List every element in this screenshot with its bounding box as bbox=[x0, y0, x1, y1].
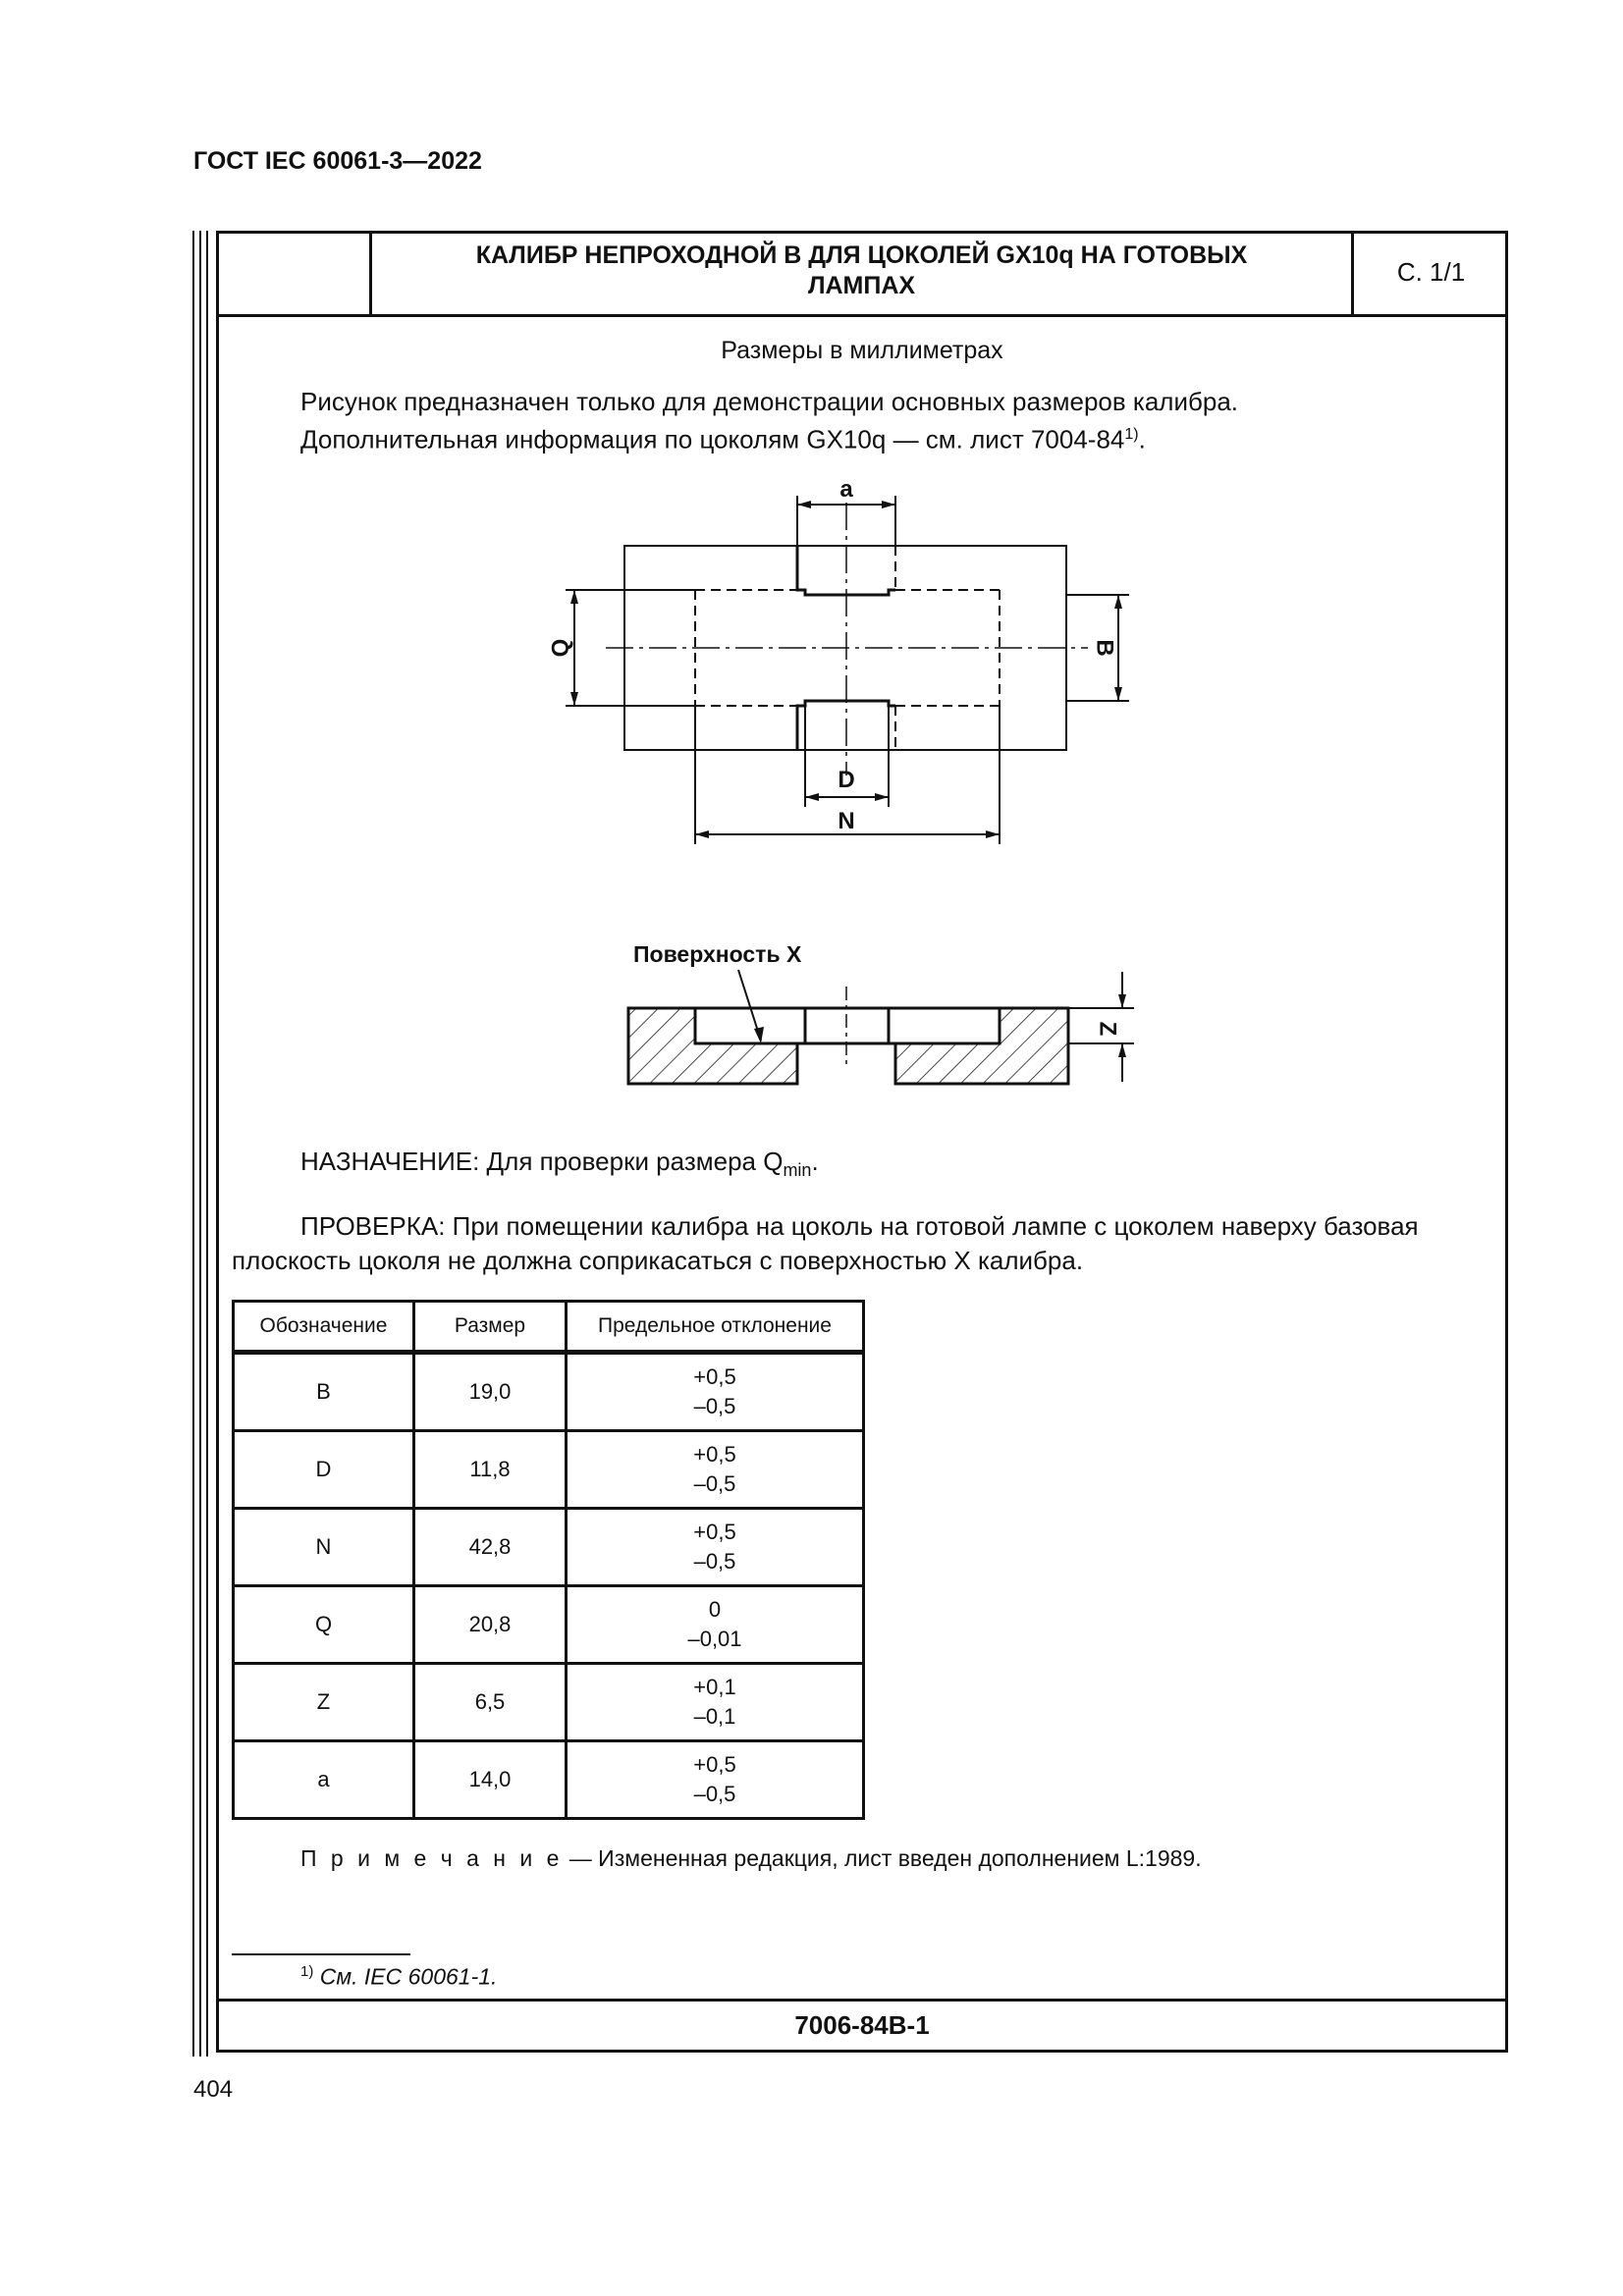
label-surface-x: Поверхность X bbox=[633, 941, 802, 967]
symbol-cell: D bbox=[234, 1431, 414, 1509]
table-header-cell: Предельное отклонение bbox=[567, 1302, 864, 1353]
tolerance-upper: +0,5 bbox=[693, 1752, 736, 1777]
section-hatch-right bbox=[895, 1008, 1068, 1084]
center-lines bbox=[606, 503, 1088, 775]
tolerance-cell bbox=[567, 1741, 864, 1819]
purpose-period: . bbox=[811, 1147, 819, 1176]
table-header-cell: Размер bbox=[414, 1302, 567, 1353]
note bbox=[300, 1845, 1202, 1872]
section-view bbox=[628, 970, 1134, 1084]
label-d: D bbox=[838, 767, 855, 793]
intro-period: . bbox=[1138, 424, 1146, 454]
tolerance-cell bbox=[567, 1664, 864, 1741]
note-label: П р и м е ч а н и е bbox=[300, 1845, 564, 1871]
table-row bbox=[234, 1509, 864, 1586]
footnote bbox=[300, 1963, 497, 1991]
tolerance-lower: –0,5 bbox=[693, 1549, 736, 1574]
tolerance-lower: –0,01 bbox=[687, 1627, 742, 1651]
footnote-divider bbox=[232, 1953, 410, 1955]
table-header-cell: Обозначение bbox=[234, 1302, 414, 1353]
size-cell: 14,0 bbox=[414, 1741, 567, 1819]
purpose-statement bbox=[300, 1147, 819, 1181]
label-b: B bbox=[1091, 639, 1118, 657]
footnote-reference: 1) bbox=[1124, 426, 1139, 443]
units-caption: Размеры в миллиметрах bbox=[721, 337, 1003, 364]
size-cell: 11,8 bbox=[414, 1431, 567, 1509]
tolerance-lower: –0,1 bbox=[693, 1704, 736, 1729]
tolerance-upper: +0,5 bbox=[693, 1442, 736, 1467]
label-a: a bbox=[839, 476, 853, 503]
label-q: Q bbox=[547, 638, 574, 658]
check-paragraph bbox=[232, 1209, 1498, 1278]
table-row bbox=[234, 1431, 864, 1509]
tolerance-lower: –0,5 bbox=[693, 1394, 736, 1418]
tolerance-cell bbox=[567, 1353, 864, 1431]
page-number: 404 bbox=[193, 2076, 234, 2103]
tolerance-lower: –0,5 bbox=[693, 1471, 736, 1496]
table-row bbox=[234, 1586, 864, 1664]
dimensions-table bbox=[232, 1300, 865, 1820]
tolerance-lower: –0,5 bbox=[693, 1782, 736, 1806]
tolerance-upper: +0,5 bbox=[693, 1364, 736, 1389]
tolerance-cell bbox=[567, 1431, 864, 1509]
page-reference: С. 1/1 bbox=[1396, 257, 1466, 287]
symbol-cell: N bbox=[234, 1509, 414, 1586]
document-id: ГОСТ IEC 60061-3—2022 bbox=[193, 147, 482, 175]
tolerance-cell bbox=[567, 1509, 864, 1586]
sheet-number: 7006-84B-1 bbox=[794, 2010, 930, 2040]
tolerance-cell bbox=[567, 1586, 864, 1664]
table-row bbox=[234, 1353, 864, 1431]
symbol-cell: Z bbox=[234, 1664, 414, 1741]
section-hatch-left bbox=[628, 1008, 797, 1084]
note-text: — Измененная редакция, лист введен дополнением L:1989. bbox=[563, 1845, 1202, 1871]
label-z: Z bbox=[1094, 1021, 1121, 1037]
size-cell: 42,8 bbox=[414, 1509, 567, 1586]
check-line: плоскость цоколя не должна соприкасаться с поверхностью X калибра. bbox=[232, 1246, 1084, 1275]
size-cell: 20,8 bbox=[414, 1586, 567, 1664]
tolerance-upper: 0 bbox=[708, 1597, 722, 1622]
sheet-title-line: ЛАМПАХ bbox=[807, 272, 916, 299]
symbol-cell: B bbox=[234, 1353, 414, 1431]
symbol-cell: a bbox=[234, 1741, 414, 1819]
sheet-title-line: КАЛИБР НЕПРОХОДНОЙ В ДЛЯ ЦОКОЛЕЙ GX10q НА ГОТОВЫХ bbox=[475, 241, 1248, 269]
size-cell: 19,0 bbox=[414, 1353, 567, 1431]
purpose-text: НАЗНАЧЕНИЕ: Для проверки размера Q bbox=[300, 1147, 784, 1176]
intro-text: Дополнительная информация по цоколям GX10q — см. лист 7004-84 bbox=[300, 424, 1125, 454]
size-cell: 6,5 bbox=[414, 1664, 567, 1741]
check-line: ПРОВЕРКА: При помещении калибра на цоколь на готовой лампе с цоколем наверху базовая bbox=[300, 1211, 1419, 1241]
table-row bbox=[234, 1741, 864, 1819]
table-header-row bbox=[234, 1302, 864, 1353]
footnote-text: См. IEC 60061-1. bbox=[319, 1963, 498, 1990]
table-row bbox=[234, 1664, 864, 1741]
purpose-subscript: min bbox=[783, 1160, 812, 1181]
symbol-cell: Q bbox=[234, 1586, 414, 1664]
intro-line: Рисунок предназначен только для демонстрации основных размеров калибра. bbox=[300, 387, 1239, 416]
footnote-mark: 1) bbox=[300, 1963, 314, 1980]
label-n: N bbox=[838, 808, 855, 834]
tolerance-upper: +0,5 bbox=[693, 1520, 736, 1544]
tolerance-upper: +0,1 bbox=[693, 1675, 736, 1699]
